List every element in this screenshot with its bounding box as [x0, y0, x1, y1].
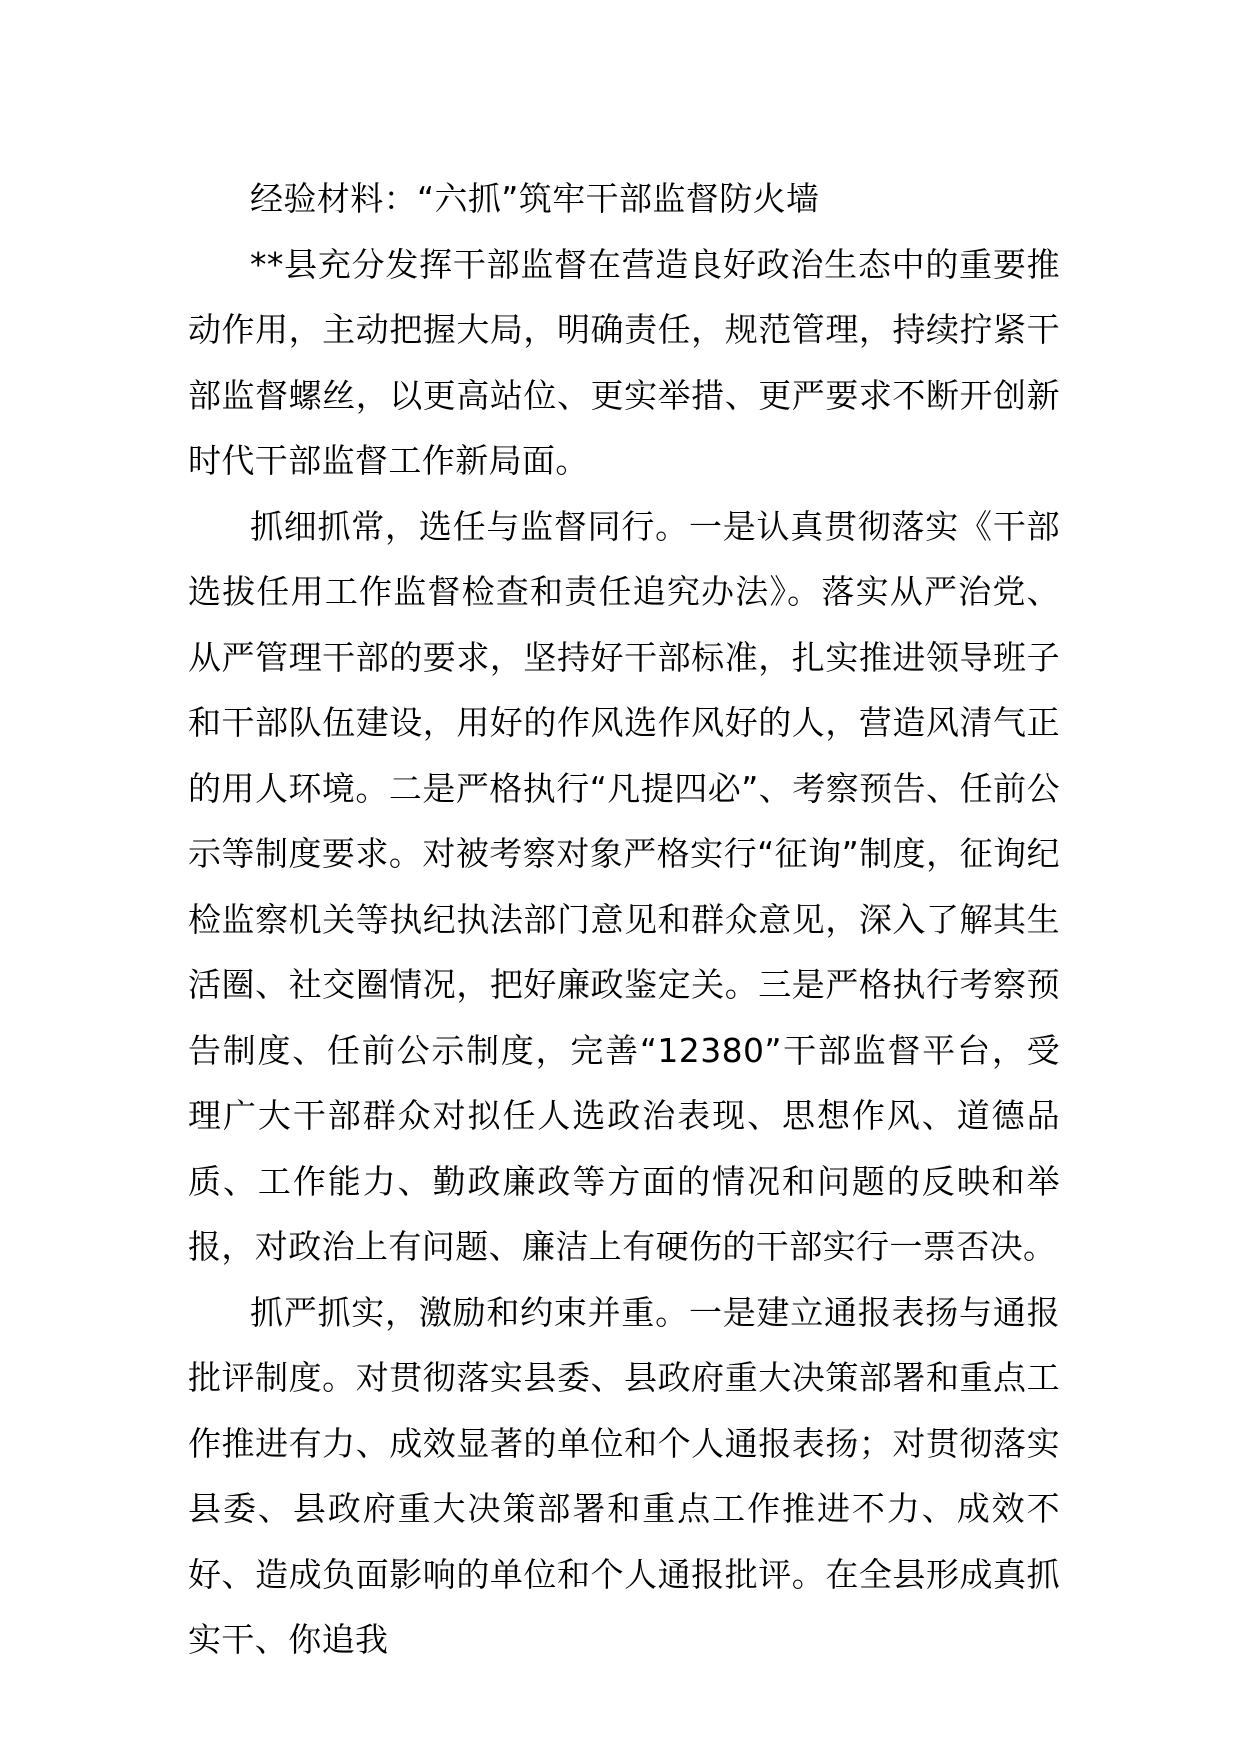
paragraph-intro: **县充分发挥干部监督在营造良好政治生态中的重要推动作用，主动把握大局，明确责任，规范管理，持续拧紧干部监督螺丝，以更高站位、更实举措、更严要求不断开创新时代干部监督工作新局面。	[188, 244, 1060, 480]
paragraph-incentive-constraint: 抓严抓实，激励和约束并重。一是建立通报表扬与通报批评制度。对贯彻落实县委、县政府重大决策部署和重点工作推进有力、成效显著的单位和个人通报表扬；对贯彻落实县委、县政府重大决策部署和重点工作推进不力、成效不好、造成负面影响的单位和个人通报批评。在全县形成真抓实干、你追我	[188, 1292, 1060, 1659]
document-title: 经验材料：“六抓”筑牢干部监督防火墙	[250, 179, 820, 218]
document-body	[188, 166, 1060, 1673]
paragraph-selection-supervision: 抓细抓常，选任与监督同行。一是认真贯彻落实《干部选拔任用工作监督检查和责任追究办法》。落实从严治党、从严管理干部的要求，坚持好干部标准，扎实推进领导班子和干部队伍建设，用好的作风选作风好的人，营造风清气正的用人环境。二是严格执行“凡提四必”、考察预告、任前公示等制度要求。对被考察对象严格实行“征询”制度，征询纪检监察机关等执纪执法部门意见和群众意见，深入了解其生活圈、社交圈情况，把好廉政鉴定关。三是严格执行考察预告制度、任前公示制度，完善“12380”干部监督平台，受理广大干部群众对拟任人选政治表现、思想作风、道德品质、工作能力、勤政廉政等方面的情况和问题的反映和举报，对政治上有问题、廉洁上有硬伤的干部实行一票否决。	[188, 506, 1060, 1266]
